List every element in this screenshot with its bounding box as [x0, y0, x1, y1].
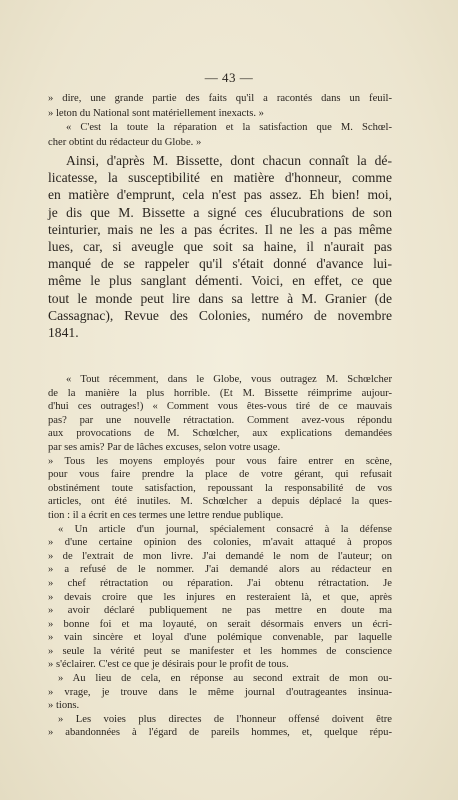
text-line: » Au lieu de cela, en réponse au second extrait de mon ou-: [58, 673, 392, 685]
page-number: — 43 —: [204, 70, 254, 85]
text-line: » abandonnées à l'égard de pareils hommes, et, quelque répu-: [48, 727, 392, 739]
text-line: de la manière la plus horrible. (Et M. Bissette réimprime aujour-: [48, 387, 392, 399]
text-line: » tions.: [48, 700, 80, 712]
text-line: » a refusé de le nommer. J'ai demandé alors au rédacteur en: [48, 564, 392, 576]
text-line: articles, ont été inutiles. M. Schœlcher a depuis déplacé la ques-: [48, 496, 392, 508]
text-line: obstinément toute satisfaction, repoussant la responsabilité de vos: [48, 482, 392, 494]
text-line: » vrage, je trouve dans le même journal d'outrageantes insinua-: [48, 686, 392, 698]
text-line: » avoir déclaré publiquement ne pas mettre en doute ma: [48, 605, 392, 617]
text-line: lues, car, si aveugle que soit sa haine, il n'aurait pas: [48, 239, 392, 255]
text-line: « Tout récemment, dans le Globe, vous outragez M. Schœlcher: [66, 374, 392, 385]
text-line: manqué de se rappeler qu'il s'était donné d'avance lui-: [48, 256, 392, 272]
text-line: » dire, une grande partie des faits qu'il a racontés dans un feuil-: [48, 93, 392, 104]
text-line: aux provocations de M. Schœlcher, aux explications demandées: [48, 428, 392, 440]
text-line: » s'éclairer. C'est ce que je désirais pour le profit de tous.: [48, 659, 289, 671]
text-line: cher obtint du rédacteur du Globe. »: [48, 136, 202, 148]
text-line: » devais croire que les injures en resteraient là, et que, après: [48, 591, 392, 603]
text-line: » Les voies plus directes de l'honneur offensé doivent être: [58, 713, 392, 725]
text-line: » de l'extrait de mon livre. J'ai demandé le nom de l'auteur; on: [48, 550, 392, 562]
main-paragraph: [48, 152, 392, 341]
text-line: » leton du National sont matériellement inexacts. »: [48, 107, 264, 119]
text-line: je dis que M. Bissette a signé ces élucubrations de son: [48, 204, 392, 220]
text-line: » Tous les moyens employés pour vous faire entrer en scène,: [48, 455, 392, 467]
text-line: « C'est la toute la réparation et la satisfaction que M. Schœl-: [66, 122, 392, 133]
text-line: » vain sincère et loyal d'une polémique convenable, par laquelle: [48, 632, 392, 644]
quoted-passage-top: [48, 92, 392, 150]
text-line: » bonne foi et ma loyauté, on serait désormais envers un écri-: [48, 618, 392, 630]
text-line: « Un article d'un journal, spécialement consacré à la défense: [58, 523, 392, 535]
text-line: pas? par une nouvelle rétractation. Comment avez-vous répondu: [48, 414, 392, 426]
text-line: même le plus sanglant démenti. Voici, en effet, ce que: [48, 273, 392, 289]
quoted-letter: [48, 373, 392, 740]
text-line: pour vous faire prendre la place de votre gérant, qui refusait: [48, 469, 392, 481]
text-line: teinturier, mais ne les a pas écrites. Il ne les a pas même: [48, 221, 392, 237]
text-line: Ainsi, d'après M. Bissette, dont chacun connaît la dé-: [66, 153, 392, 168]
text-line: d'hui ces outrages!) « Comment vous êtes-vous tiré de ce mauvais: [48, 401, 392, 413]
text-line: » d'une certaine opinion des colonies, m'avait attaqué à propos: [48, 537, 392, 549]
text-line: 1841.: [48, 325, 79, 341]
text-line: licatesse, la susceptibilité en matière d'honneur, comme: [48, 170, 392, 186]
text-line: Cassagnac), Revue des Colonies, numéro de novembre: [48, 307, 392, 323]
text-line: tion : il a écrit en ces termes une lettre rendue publique.: [48, 509, 284, 521]
text-line: » chef rétractation ou réparation. J'ai obtenu rétractation. Je: [48, 577, 392, 589]
text-line: tout le monde peut lire dans sa lettre à M. Granier (de: [48, 290, 392, 306]
text-line: en matière d'emprunt, cela n'est pas assez. Eh bien! moi,: [48, 187, 392, 203]
text-line: » seule la vérité peut se manifester et les hommes de conscience: [48, 645, 392, 657]
text-line: par ses amis? Par de lâches excuses, selon votre usage.: [48, 441, 281, 453]
